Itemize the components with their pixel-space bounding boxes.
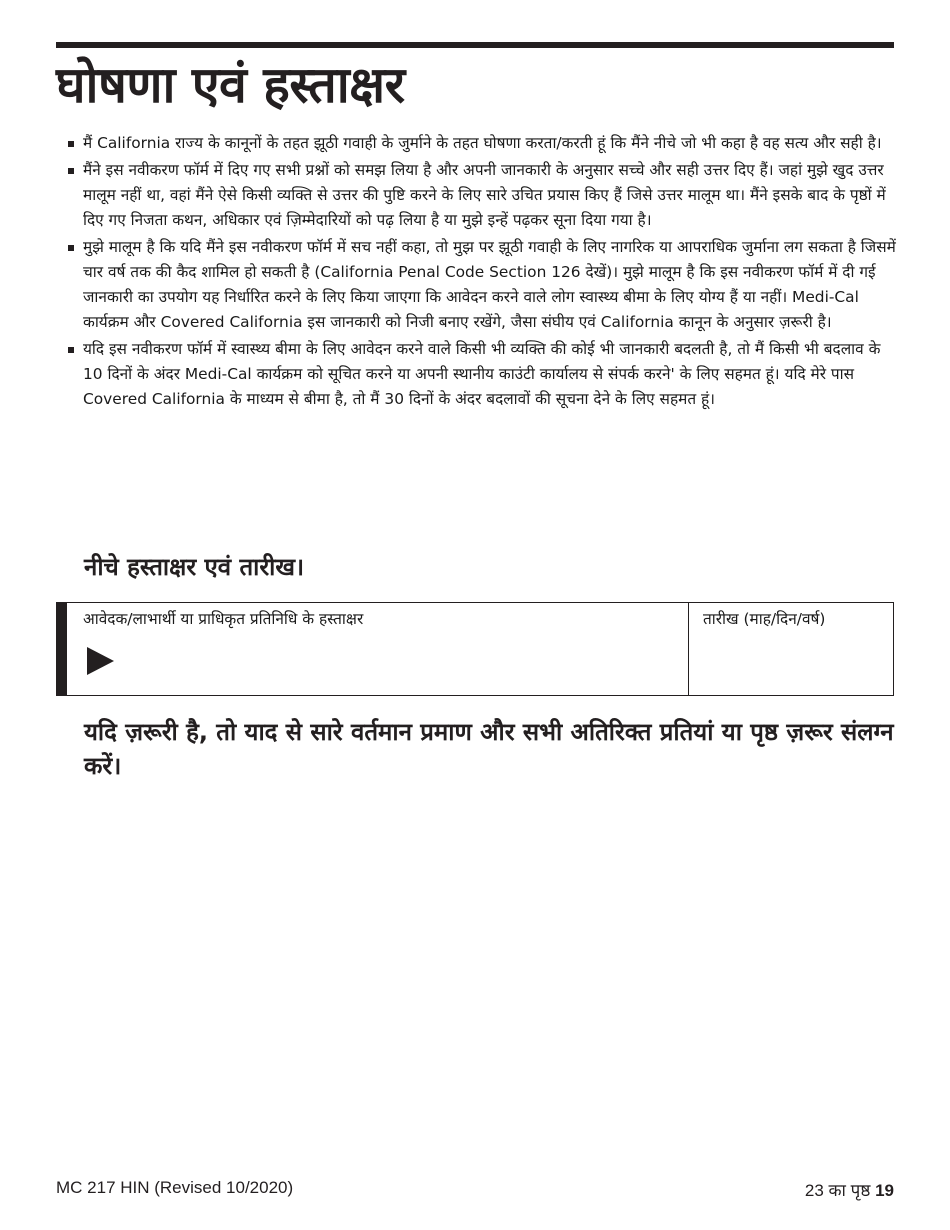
page-title: घोषणा एवं हस्ताक्षर	[56, 56, 405, 114]
page-of-label: 23 का पृष्ठ	[804, 1181, 871, 1200]
signature-box	[56, 602, 894, 696]
signature-heading: नीचे हस्ताक्षर एवं तारीख।	[84, 553, 305, 581]
declaration-list	[68, 131, 896, 414]
page-indicator	[805, 1178, 894, 1201]
date-label: तारीख (माह/दिन/वर्ष)	[703, 610, 826, 628]
list-item	[68, 158, 896, 233]
form-id: MC 217 HIN (Revised 10/2020)	[56, 1178, 294, 1197]
declaration-text: यदि इस नवीकरण फॉर्म में स्वास्थ्य बीमा के लिए आवेदन करने वाले किसी भी व्यक्ति की कोई भी जानकारी बदलती है, तो मैं किसी भी बदलाव के 10 दिनों के अंदर Medi-Cal कार्यक्रम को सूचित करने या अपनी स्थानीय काउंटी कार्यालय से संपर्क करने' के लिए सहमत हूं। यदि मेरे पास Covered California के माध्यम से बीमा है, तो मैं 30 दिनों के अंदर बदलावों की सूचना देने के लिए सहमत हूं।	[83, 340, 881, 408]
attachment-reminder: यदि ज़रूरी है, तो याद से सारे वर्तमान प्रमाण और सभी अतिरिक्त प्रतियां या पृष्ठ ज़रूर संलग्न करें।	[84, 718, 894, 780]
list-item	[68, 235, 896, 335]
declaration-text: मैंने इस नवीकरण फॉर्म में दिए गए सभी प्रश्नों को समझ लिया है और अपनी जानकारी के अनुसार सच्चे और सही उत्तर दिए हैं। जहां मुझे खुद उत्तर मालूम नहीं था, वहां मैंने ऐसे किसी व्यक्ति से उत्तर की पुष्टि करने के लिए सारे उचित प्रयास किए हैं जिसे उत्तर मालूम था। मैंने इसके बाद के पृष्ठों में दिए गए निजता कथन, अधिकार एवं ज़िम्मेदारियों को पढ़ लिया है या मुझे इन्हें पढ़कर सूना दिया गया है।	[83, 161, 886, 229]
signature-field[interactable]	[67, 603, 689, 695]
list-item	[68, 131, 896, 156]
signature-label: आवेदक/लाभार्थी या प्राधिकृत प्रतिनिधि के हस्ताक्षर	[83, 610, 364, 628]
top-rule	[56, 42, 894, 48]
declaration-text: मैं California राज्य के कानूनों के तहत झूठी गवाही के जुर्माने के तहत घोषणा करता/करती हूं कि मैंने नीचे जो भी कहा है वह सत्य और सही है।	[83, 134, 882, 152]
bullet-square-icon	[68, 168, 74, 174]
page-number: 19	[875, 1181, 894, 1200]
bullet-square-icon	[68, 245, 74, 251]
sign-here-arrow-icon	[87, 647, 114, 675]
bullet-square-icon	[68, 347, 74, 353]
list-item	[68, 337, 896, 412]
bullet-square-icon	[68, 141, 74, 147]
date-field[interactable]	[689, 603, 893, 695]
declaration-text: मुझे मालूम है कि यदि मैंने इस नवीकरण फॉर्म में सच नहीं कहा, तो मुझ पर झूठी गवाही के लिए नागरिक या आपराधिक जुर्माना लग सकता है जिसमें चार वर्ष तक की कैद शामिल हो सकती है (California Penal Code Section 126 देखें)। मुझे मालूम है कि इस नवीकरण फॉर्म में दी गई जानकारी का उपयोग यह निर्धारित करने के लिए किया जाएगा कि आवेदन करने वाले लोग स्वास्थ्य बीमा के लिए योग्य हैं या नहीं। Medi-Cal कार्यक्रम और Covered California इस जानकारी को निजी बनाए रखेंगे, जैसा संघीय एवं California कानून के अनुसार ज़रूरी है।	[83, 238, 896, 331]
